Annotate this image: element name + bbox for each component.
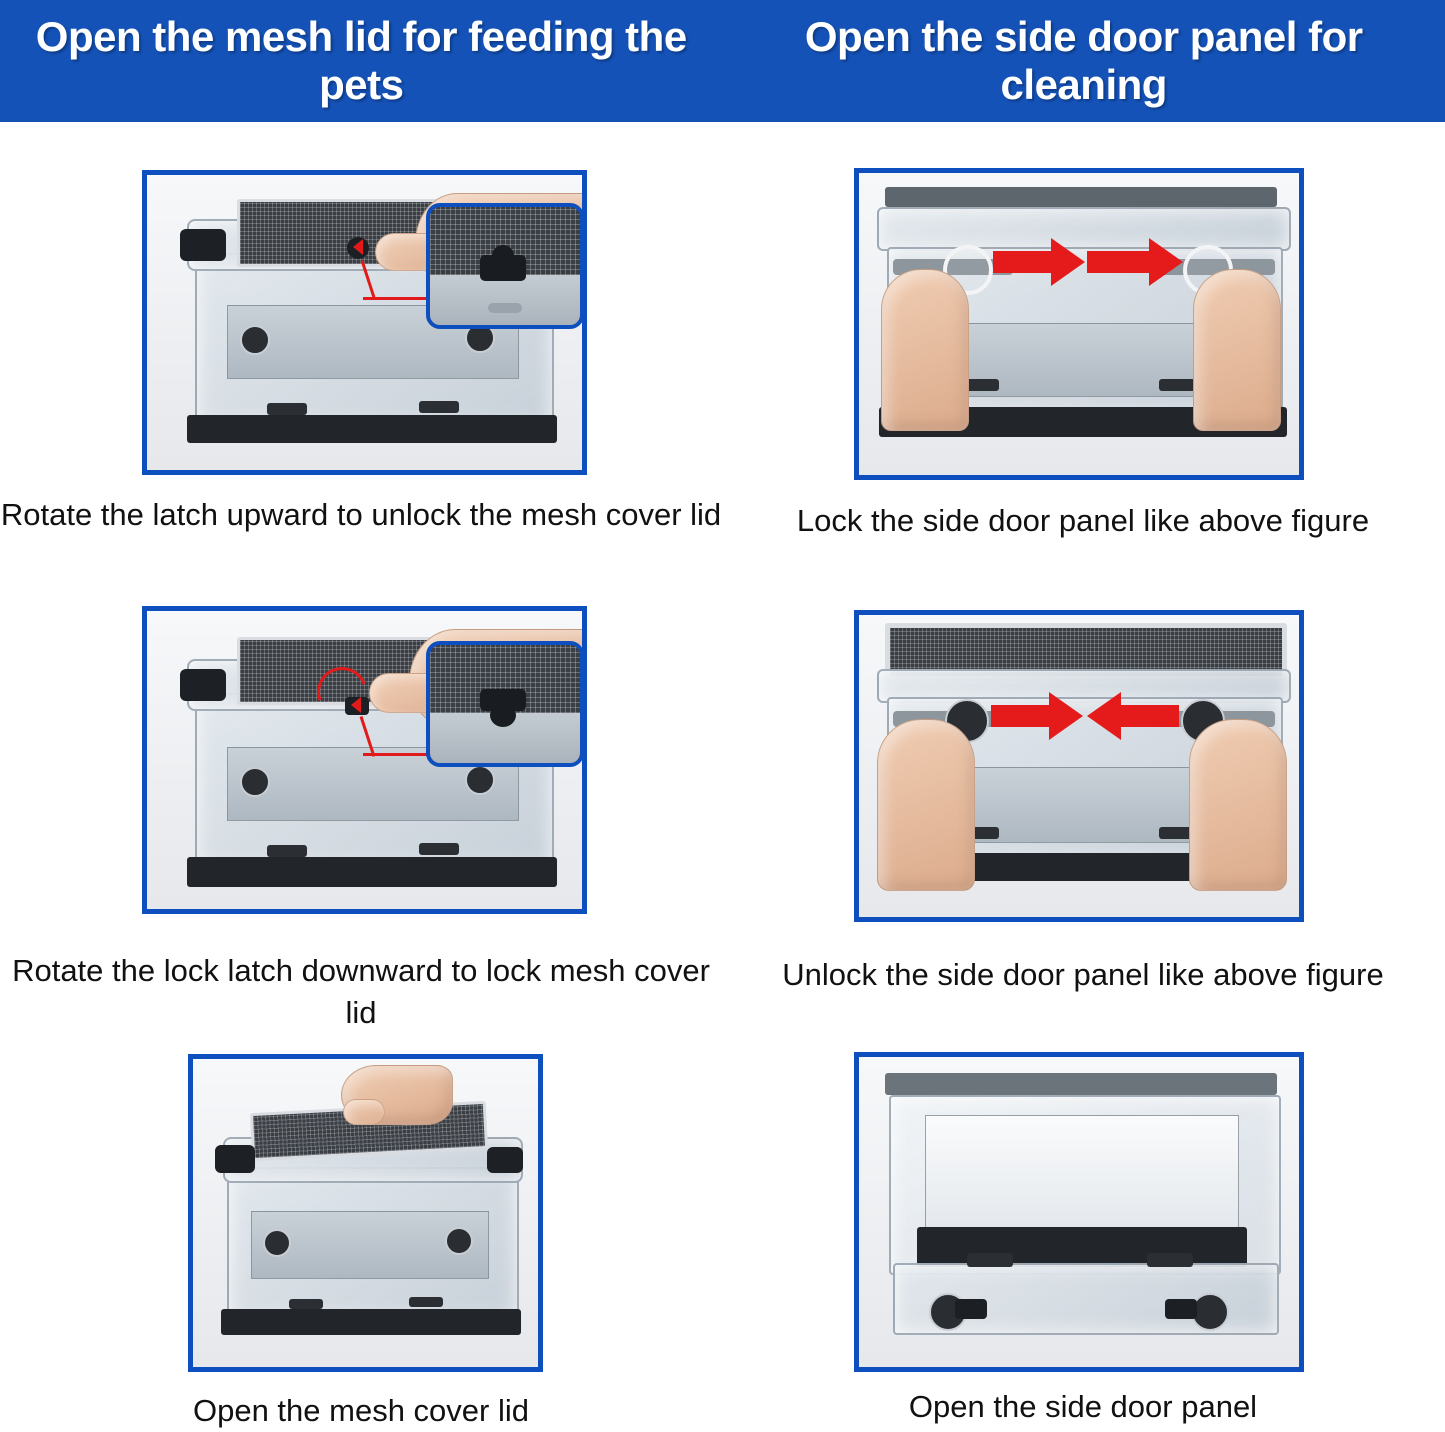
callout-latch-knob [492,245,514,267]
latch-zoom-callout [426,203,584,329]
arrow-shaft [1087,251,1149,273]
banner-right-title: Open the side door panel for cleaning [804,12,1363,108]
latch-zoom-callout [426,641,584,767]
hinge-right [1147,1253,1193,1267]
hinge-right [419,843,459,855]
lock-arrow-left [993,251,1085,273]
photo-scene [859,1057,1299,1367]
step-image-lock-side-door-panel [854,168,1304,480]
side-door-knob-left [240,767,270,797]
arrow-shaft [1121,705,1179,727]
left-column [0,122,722,1432]
arrow-head [1051,238,1085,286]
step-image-rotate-latch-upward [142,170,587,475]
side-door-knob-right [465,765,495,795]
callout-latch-knob [490,703,516,727]
back-wall [925,1115,1239,1229]
top-frame-bar [885,1073,1277,1095]
callout-notch [488,303,522,313]
hinge-right [409,1297,443,1307]
step-image-open-side-door-panel [854,1052,1304,1372]
hinge-left [289,1299,323,1309]
side-clip-left [215,1145,255,1173]
side-door-knob-left [263,1229,291,1257]
hand-left [877,719,975,891]
unlock-arrow-left [991,705,1083,727]
arrow-shaft [993,251,1051,273]
enclosure-base [187,415,557,443]
hand-left [881,269,969,431]
side-door-knob-right [445,1227,473,1255]
caption-lock-side-door-panel: Lock the side door panel like above figure [796,503,1370,538]
hinge-left [267,403,307,415]
hand-right [1193,269,1281,431]
unlock-arrow-right [1087,705,1179,727]
hinge-left [967,1253,1013,1267]
side-clip-left [180,229,226,261]
hinge-right [419,401,459,413]
right-column [722,122,1444,1432]
step-image-rotate-latch-downward [142,606,587,914]
banner-left-title: Open the mesh lid for feeding the pets [35,12,687,108]
side-clip-right [487,1147,523,1173]
arrow-head [1087,692,1121,740]
latch-right [1165,1299,1197,1319]
banner-left [0,0,723,122]
banner-right [723,0,1445,122]
header-banner [0,0,1445,122]
hinge-left [267,845,307,857]
caption-rotate-latch-downward: Rotate the lock latch downward to lock mesh cover lid [12,953,710,1030]
thumb [343,1099,385,1125]
side-clip-left [180,669,226,701]
photo-scene [859,615,1299,917]
hand-right [1189,719,1287,891]
caption-open-mesh-cover-lid: Open the mesh cover lid [192,1393,529,1428]
arrow-head [1049,692,1083,740]
pointer-arrowhead [353,239,363,255]
arrow-shaft [991,705,1049,727]
photo-scene [193,1059,538,1367]
top-frame-bar [885,187,1277,207]
arrow-head [1149,238,1183,286]
instruction-grid [0,122,1445,1432]
lock-arrow-right [1087,251,1183,273]
step-image-unlock-side-door-panel [854,610,1304,922]
enclosure-base [221,1309,521,1335]
caption-open-side-door-panel: Open the side door panel [908,1389,1258,1424]
callout-grey-band [430,275,580,325]
pointer-arrowhead [351,697,361,713]
caption-unlock-side-door-panel: Unlock the side door panel like above figure [782,957,1384,992]
side-door-knob-left [240,325,270,355]
photo-scene [859,173,1299,475]
caption-rotate-latch-upward: Rotate the latch upward to unlock the mesh cover lid [0,497,722,532]
latch-left [955,1299,987,1319]
step-image-open-mesh-cover-lid [188,1054,543,1372]
enclosure-base [187,857,557,887]
